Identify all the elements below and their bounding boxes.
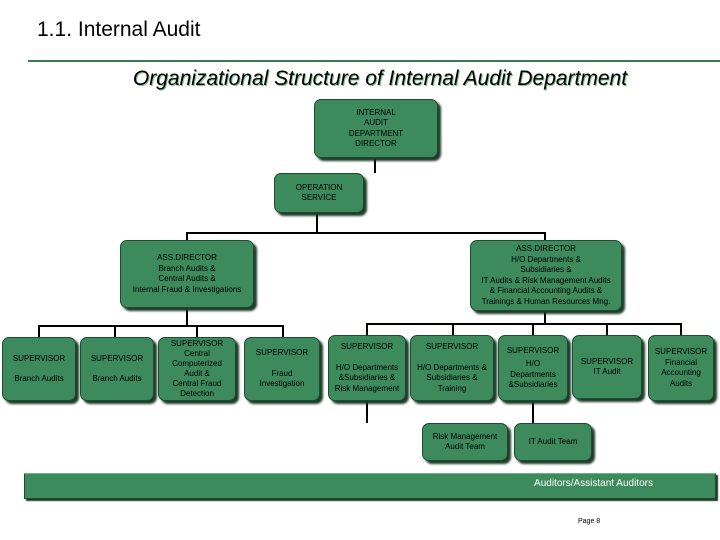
node-ass-director-ho-line: & Financial Accounting Audits &	[489, 286, 603, 295]
node-supervisor-desc: Financial	[664, 357, 697, 367]
node-supervisor-desc: Audit &	[184, 369, 210, 378]
node-supervisor-ho-subsidiaries	[498, 335, 568, 401]
node-ass-director-ho	[470, 240, 622, 311]
node-director-line: INTERNAL	[356, 107, 396, 117]
node-operation-line: SERVICE	[301, 193, 337, 202]
node-director-line: AUDIT	[364, 118, 388, 127]
node-supervisor-desc: &Subsidiaries	[508, 380, 558, 389]
node-ass-director-ho-line: IT Audits & Risk Management Audits	[481, 275, 611, 285]
node-supervisor-title: SUPERVISOR	[90, 353, 144, 363]
node-supervisor-desc: Departments	[510, 369, 556, 379]
node-operation-line: OPERATION	[295, 182, 343, 192]
node-supervisor-title: SUPERVISOR	[340, 342, 394, 351]
auditors-bar	[24, 473, 716, 499]
node-supervisor-desc: Investigation	[259, 379, 305, 389]
node-supervisor-title: SUPERVISOR	[654, 347, 708, 356]
connector-sup1-drop	[38, 325, 40, 337]
node-ass-director-branch	[120, 240, 254, 308]
connector-operation-down	[316, 212, 318, 234]
node-director-line: DIRECTOR	[355, 139, 397, 148]
node-supervisor-it	[572, 335, 642, 399]
node-supervisor-title: SUPERVISOR	[425, 342, 479, 351]
node-ass-director-branch-line: Internal Fraud & Investigations	[132, 284, 242, 294]
node-ass-director-ho-line: H/O Departments &	[511, 254, 581, 264]
node-supervisor-desc: Fraud	[271, 368, 293, 378]
node-supervisor-financial	[648, 335, 714, 401]
connector-sup7-drop	[532, 323, 534, 335]
node-supervisor-desc: H/O	[525, 359, 541, 368]
node-supervisor-branch-1	[2, 337, 76, 401]
node-supervisor-desc: Subsidiaries &	[426, 373, 478, 382]
node-supervisor-central	[158, 337, 236, 401]
node-supervisor-desc: Branch Audits	[14, 374, 64, 383]
connector-sup9-drop	[680, 323, 682, 335]
connector-teams-left	[366, 401, 368, 423]
node-it-team-line: IT Audit Team	[528, 436, 578, 446]
connector-assdir-bus	[186, 232, 546, 234]
node-supervisor-desc: IT Audit	[593, 367, 621, 376]
node-supervisor-desc: Accounting	[661, 368, 701, 377]
connector-sup8-drop	[606, 323, 608, 335]
node-supervisor-desc: &Subsidiaries &	[338, 373, 396, 382]
node-supervisor-desc: Central Fraud	[172, 379, 222, 388]
node-supervisor-desc: H/O Departments &	[417, 362, 487, 372]
node-ass-director-branch-line: Branch Audits &	[158, 263, 216, 273]
node-ass-director-ho-line: Subsidiaries &	[520, 265, 572, 274]
node-supervisor-desc: Training	[437, 383, 467, 393]
node-supervisor-title: SUPERVISOR	[580, 356, 634, 366]
connector-to-assdir-ho	[544, 232, 546, 240]
node-supervisor-title: SUPERVISOR	[170, 339, 224, 348]
node-director-line: DEPARTMENT	[348, 128, 404, 138]
node-risk-team-line: Risk Management	[432, 431, 498, 441]
node-risk-management-team	[422, 423, 508, 461]
title-divider	[28, 60, 720, 62]
connector-sup4-drop	[282, 325, 284, 337]
auditors-bar-highlight	[24, 473, 716, 474]
node-supervisor-desc: H/O Departments	[335, 362, 399, 372]
connector-sup3-drop	[196, 325, 198, 337]
node-it-audit-team	[514, 423, 592, 461]
auditors-bar-label: Auditors/Assistant Auditors	[534, 478, 653, 489]
node-supervisor-ho-risk	[328, 335, 406, 401]
node-supervisor-title: SUPERVISOR	[255, 348, 309, 358]
chart-title: Organizational Structure of Internal Audit Department	[132, 67, 628, 90]
connector-to-assdir-branch	[186, 232, 188, 240]
connector-sup2-drop	[114, 325, 116, 337]
node-ass-director-ho-line: ASS.DIRECTOR	[516, 244, 576, 253]
node-ass-director-branch-line: ASS.DIRECTOR	[157, 253, 217, 262]
node-supervisor-ho-training	[410, 335, 494, 401]
node-director	[314, 99, 438, 158]
node-supervisor-desc: Detection	[180, 389, 214, 398]
connector-director-operation	[374, 158, 376, 173]
connector-branch-bus	[38, 325, 284, 327]
connector-ho-bus	[366, 323, 682, 325]
node-supervisor-desc: Computerized	[172, 359, 222, 368]
node-supervisor-title: SUPERVISOR	[506, 345, 560, 355]
node-supervisor-desc: Risk Management	[334, 383, 400, 393]
node-risk-team-line: Audit Team	[445, 442, 485, 451]
node-supervisor-desc: Central	[184, 349, 210, 358]
node-supervisor-fraud	[244, 337, 320, 401]
node-supervisor-branch-2	[80, 337, 154, 401]
node-supervisor-desc: Audits	[669, 378, 693, 388]
connector-sup6-drop	[452, 323, 454, 335]
node-supervisor-title: SUPERVISOR	[12, 353, 66, 363]
node-ass-director-branch-line: Central Audits &	[158, 274, 216, 283]
connector-teams-right	[532, 401, 534, 423]
page-title: 1.1. Internal Audit	[37, 18, 201, 41]
connector-sup5-drop	[366, 323, 368, 335]
node-ass-director-ho-line: Trainings & Human Resources Mng.	[481, 296, 611, 306]
node-supervisor-desc: Branch Audits	[92, 374, 142, 383]
node-operation-service	[274, 173, 364, 213]
page-number: Page 8	[578, 518, 601, 525]
